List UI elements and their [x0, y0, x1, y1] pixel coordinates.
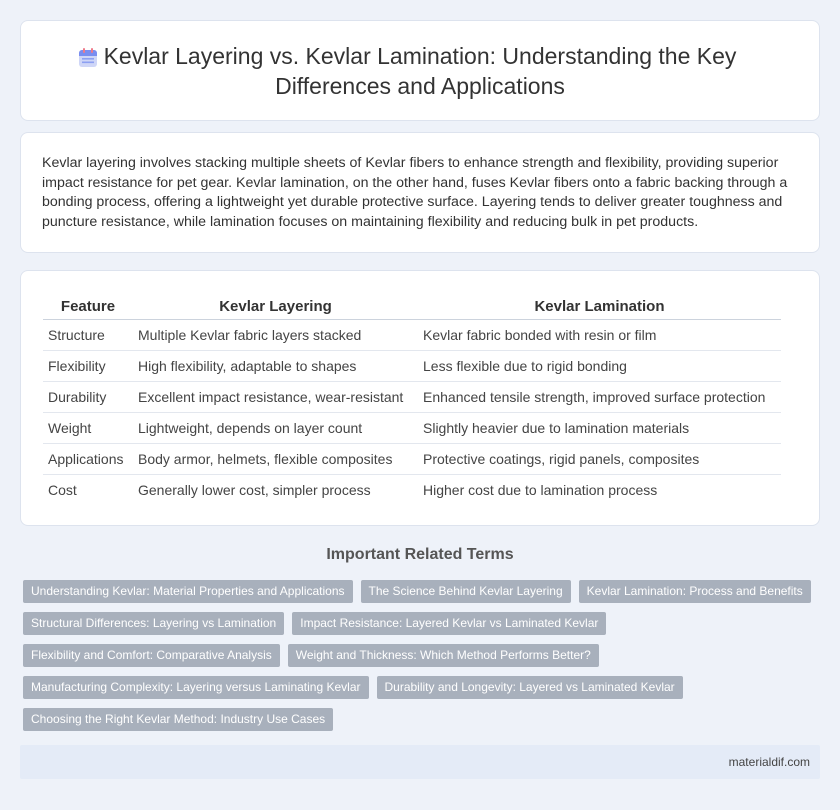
row-layering: Excellent impact resistance, wear-resistant: [133, 381, 418, 412]
related-terms-list: [23, 580, 813, 731]
row-layering: Lightweight, depends on layer count: [133, 412, 418, 443]
related-tag[interactable]: Flexibility and Comfort: Comparative Analysis: [23, 644, 280, 667]
page-title: Kevlar Layering vs. Kevlar Lamination: Understanding the Key Differences and Applications: [103, 42, 737, 99]
row-lamination: Enhanced tensile strength, improved surface protection: [418, 381, 781, 412]
row-lamination: Protective coatings, rigid panels, composites: [418, 443, 781, 474]
row-layering: Body armor, helmets, flexible composites: [133, 443, 418, 474]
row-feature: Weight: [43, 412, 133, 443]
intro-card: [20, 132, 820, 253]
row-feature: Flexibility: [43, 350, 133, 381]
row-lamination: Higher cost due to lamination process: [423, 481, 658, 498]
table-row: [43, 474, 781, 505]
row-feature: Durability: [43, 381, 133, 412]
comparison-card: [20, 270, 820, 526]
related-tag[interactable]: Manufacturing Complexity: Layering versus Laminating Kevlar: [23, 676, 369, 699]
row-lamination: Slightly heavier due to lamination materials: [418, 412, 781, 443]
row-layering: Generally lower cost, simpler process: [138, 481, 371, 498]
table-header-row: [43, 295, 781, 319]
header-feature: Feature: [43, 295, 133, 319]
related-tag[interactable]: Choosing the Right Kevlar Method: Industry Use Cases: [23, 708, 333, 731]
related-tag[interactable]: Impact Resistance: Layered Kevlar vs Laminated Kevlar: [292, 612, 606, 635]
header-kevlar-layering: Kevlar Layering: [133, 295, 418, 319]
header-kevlar-lamination: Kevlar Lamination: [418, 295, 781, 319]
table-row: [43, 319, 781, 350]
comparison-table: [43, 295, 781, 505]
table-row: [43, 443, 781, 474]
footer-bar: [20, 745, 820, 779]
table-row: [43, 381, 781, 412]
row-lamination: Less flexible due to rigid bonding: [418, 350, 781, 381]
title-card: [20, 20, 820, 121]
row-feature: Cost: [48, 481, 77, 498]
related-terms-title: Important Related Terms: [326, 546, 514, 563]
related-tag[interactable]: The Science Behind Kevlar Layering: [361, 580, 571, 603]
table-row: [43, 412, 781, 443]
related-tag[interactable]: Structural Differences: Layering vs Lamination: [23, 612, 284, 635]
related-tag[interactable]: Durability and Longevity: Layered vs Laminated Kevlar: [377, 676, 683, 699]
related-tag[interactable]: Understanding Kevlar: Material Properties and Applications: [23, 580, 353, 603]
table-row: [43, 350, 781, 381]
related-tag[interactable]: Weight and Thickness: Which Method Performs Better?: [288, 644, 599, 667]
intro-paragraph: Kevlar layering involves stacking multiple sheets of Kevlar fibers to enhance strength and flexibility, providing superior impact resistance for pet gear. Kevlar lamination, on the other hand, fuses Kevlar fibers onto a fabric backing through a bonding process, offering a lightweight yet durable protective surface. Layering tends to deliver greater toughness and puncture resistance, while lamination focuses on maintaining flexibility and reducing bulk in pet products.: [42, 155, 788, 230]
row-layering: Multiple Kevlar fabric layers stacked: [133, 319, 418, 350]
row-lamination: Kevlar fabric bonded with resin or film: [418, 319, 781, 350]
row-feature: Structure: [43, 319, 133, 350]
row-layering: High flexibility, adaptable to shapes: [133, 350, 418, 381]
related-tag[interactable]: Kevlar Lamination: Process and Benefits: [579, 580, 811, 603]
footer-site-name: materialdif.com: [728, 755, 810, 769]
row-feature: Applications: [43, 443, 133, 474]
